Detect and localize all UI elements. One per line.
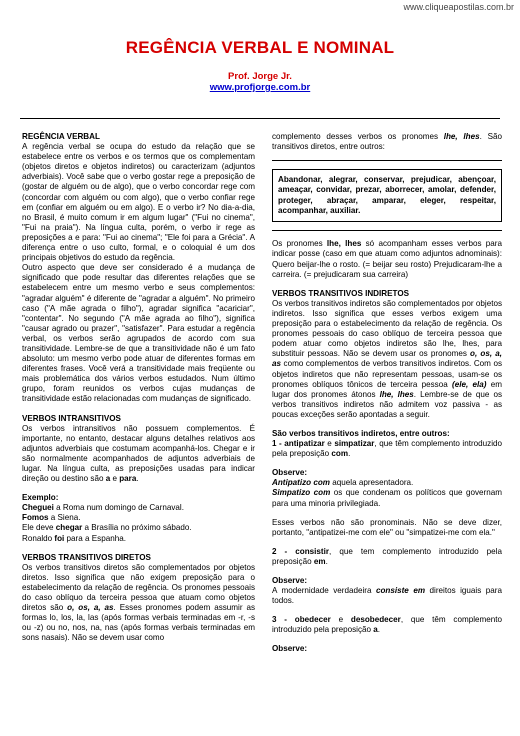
example-line: Simpatizo com os que condenam os políticos que governam para uma minoria privilegiada. xyxy=(272,488,502,508)
paragraph: Outro aspecto que deve ser considerado é a mudança de significado que pode resultar das diferentes relações que se estabelecem entre um mesmo verbo e seus complementos: "agradar alguém" é diferente de "agradar a alguém". No primeiro caso ("A mãe agrada o filho"), agradar significa "acariciar", "contentar". No segundo ("A mãe agrada ao filho"), significa "causar agrado ou prazer", "satisfazer". Para estudar a regência verbal, os verbos serão agrupados de acordo com sua transitividade. Lembre-se de que a transitividade não é um fato absoluto: um mesmo verbo pode atuar de diferentes formas em diferentes frases. Você verá a transitividade mais freqüente ou mais problemática dos vários verbos estudados. Num último grupo, foram reunidos os verbos cujas mudanças de transitividade estão relacionadas com mudanças de significado. xyxy=(22,263,255,404)
page-title: REGÊNCIA VERBAL E NOMINAL xyxy=(125,38,395,57)
section-heading-regencia: REGÊNCIA VERBAL xyxy=(22,132,100,141)
section-heading-intransitivos: VERBOS INTRANSITIVOS xyxy=(22,413,121,423)
list-item: 2 - consistir, que tem complemento introduzido pela preposição em. xyxy=(272,546,502,566)
right-column xyxy=(272,132,502,655)
list-heading: São verbos transitivos indiretos, entre outros: xyxy=(272,428,450,438)
list-item: 1 - antipatizar e simpatizar, que têm complemento introduzido pela preposição com. xyxy=(272,439,503,459)
divider xyxy=(272,230,502,231)
observe-label: Observe: xyxy=(272,468,308,478)
example-line: Antipatizo com aquela apresentadora. xyxy=(272,478,414,488)
example-heading: Exemplo: xyxy=(22,493,59,503)
paragraph: Os verbos intransitivos não possuem complementos. É importante, no entanto, destacar alguns detalhes relativos aos adjuntos adverbiais que costumam acompanhá-los. Chegar e ir são normalmente acompanhados de adjuntos adverbiais de lugar. Na língua culta, as preposições usadas para indicar direção ou destino são a e para. xyxy=(22,423,255,484)
section-heading-transitivos-diretos: VERBOS TRANSITIVOS DIRETOS xyxy=(22,552,151,562)
example-line: Ronaldo foi para a Espanha. xyxy=(22,533,126,543)
paragraph: Os verbos transitivos indiretos são complementados por objetos indiretos. Isso significa que esses verbos exigem uma preposição para o estabelecimento da relação de regência. Os pronomes pessoais do caso oblíquo de terceira pessoa que podem atuar como objetos indiretos são lhe, lhes, para substituir pessoas. Não se devem usar os pronomes o, os, a, as como complementos de verbos transitivos indiretos. Com os objetos indiretos que não representam pessoas, usam-se os pronomes oblíquos tônicos de terceira pessoa (ele, ela) em lugar dos pronomes átonos lhe, lhes. Lembre-se de que os verbos transitivos indiretos não admitem voz passiva - as poucas exceções serão apontadas a seguir. xyxy=(272,298,503,419)
paragraph: Os verbos transitivos diretos são complementados por objetos diretos. Isso significa que não exigem preposição para o estabelecimento da relação de regência. Os pronomes pessoais do caso oblíquo da terceira pessoa que atuam como objetos diretos são o, os, a, as. Esses pronomes podem assumir as formas lo, los, la, las (após formas verbais terminadas em -r, -s ou -z) ou no, nos, na, nas (após formas verbais terminadas em sons nasais). Não se devem usar como xyxy=(22,562,256,643)
paragraph: A regência verbal se ocupa do estudo da relação que se estabelece entre os verbos e os termos que os complementam (objetos diretos e objetos indiretos) ou caracterizam (adjuntos adverbiais). Você sabe que o verbo gostar rege a preposição de (gostar de alguém ou de algo), que o verbo concordar rege com (concordar com alguém ou com algo), que o verbo confiar rege em (confiar em alguém ou em algo). E o verbo ir? No dia-a-dia, no Brasil, é muito comum ir em algum lugar" ("Fui no cinema", "Fui na praia"). Na língua culta, porém, o verbo ir rege as preposições a e para: "Fui ao cinema"; "Ele foi para a Grécia". A diferença entre o uso culto, formal, e o coloquial é um dos principais objetivos do estudo da regência. xyxy=(22,142,255,263)
example-line: A modernidade verdadeira consiste em direitos iguais para todos. xyxy=(272,586,502,606)
author-link-line xyxy=(0,82,520,93)
author-name: Prof. Jorge Jr. xyxy=(228,71,292,82)
author-website-link[interactable]: www.profjorge.com.br xyxy=(209,82,311,93)
list-item: 3 - obedecer e desobedecer, que têm complemento introduzido pela preposição a. xyxy=(272,615,503,635)
site-url: www.cliqueapostilas.com.br xyxy=(403,2,514,12)
paragraph: Os pronomes lhe, lhes só acompanham esses verbos para indicar posse (caso em que atuam como adjuntos adnominais): Quero beijar-lhe o rosto. (= beijar seu rosto) Prejudicaram-lhe a carreira. (= prejudicaram sua carreira) xyxy=(272,239,502,279)
paragraph: Esses verbos não são pronominais. Não se deve dizer, portanto, "antipatizei-me com ele" ou "simpatizei-me com ela." xyxy=(272,517,502,537)
observe-label: Observe: xyxy=(272,576,308,585)
example-line: Ele deve chegar a Brasília no próximo sábado. xyxy=(22,523,192,533)
observe-label: Observe: xyxy=(272,644,308,654)
example-line: Fomos a Siena. xyxy=(22,513,81,523)
header-divider xyxy=(20,118,500,119)
section-heading-transitivos-indiretos: VERBOS TRANSITIVOS INDIRETOS xyxy=(272,288,410,298)
example-line: Cheguei a Roma num domingo de Carnaval. xyxy=(22,503,184,513)
verb-list-box: Abandonar, alegrar, conservar, prejudicar, abençoar, ameaçar, convidar, prezar, aborrecer, amolar, defender, proteger, abraçar, amparar, eleger, respeitar, acompanhar, auxiliar. xyxy=(272,169,502,222)
left-column xyxy=(22,132,255,644)
paragraph: complemento desses verbos os pronomes lhe, lhes. São transitivos diretos, entre outros: xyxy=(272,132,502,152)
divider xyxy=(272,160,502,161)
